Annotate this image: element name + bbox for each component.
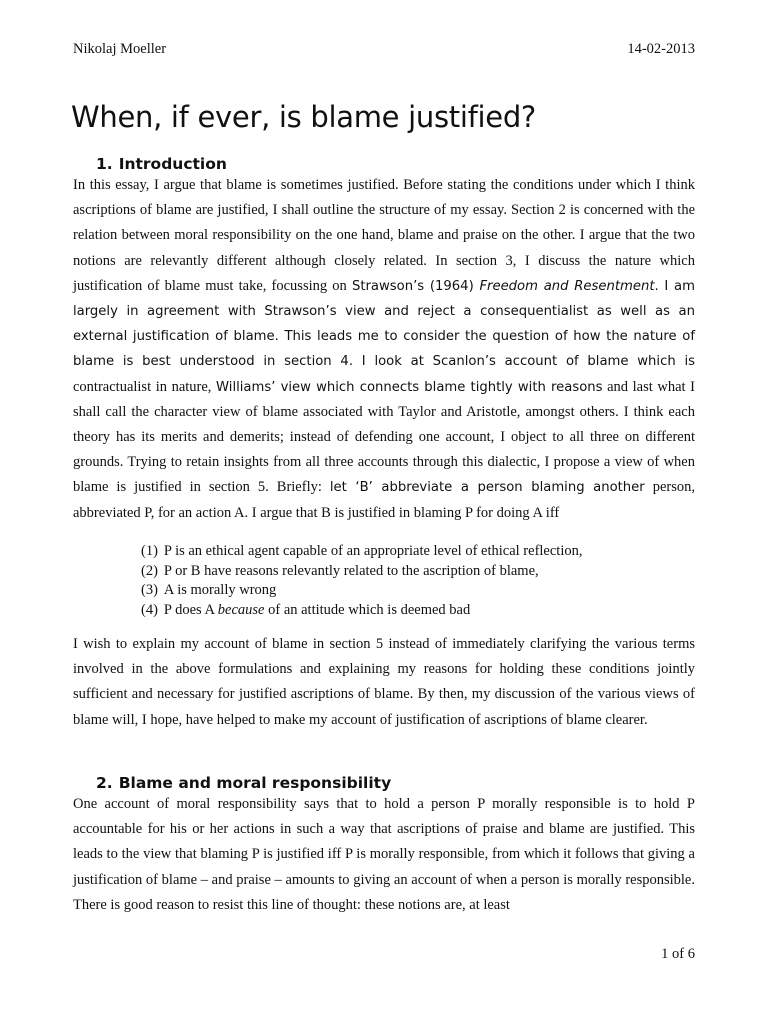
condition-item	[141, 542, 582, 562]
section-1-title: Introduction	[118, 155, 227, 173]
section-2-paragraph-1: One account of moral responsibility says that to hold a person P morally responsible is to hold P accountable for his or her actions in such a way that ascriptions of praise and blame are justified. This leads to the view that blaming P is justified iff P is morally responsible, from which it follows that giving a justification of blame – and praise – amounts to giving an account of when a person is morally responsible. There is good reason to resist this line of thought: these notions are, at least	[73, 796, 695, 913]
author-name: Nikolaj Moeller	[73, 41, 167, 57]
section-2-title: Blame and moral responsibility	[118, 774, 392, 792]
condition-text: P or B have reasons relevantly related to the ascription of blame,	[163, 562, 539, 579]
work-title-italic: Freedom and Resentment	[479, 278, 655, 294]
condition-text: of an attitude which is deemed bad	[264, 602, 471, 619]
conditions-list	[141, 542, 582, 621]
para-text: contractualist in nature,	[73, 378, 217, 395]
para-text-sans: Strawson’s (1964)	[351, 278, 480, 294]
condition-emphasis: because	[217, 602, 265, 619]
para-text-sans: let ‘B’ abbreviate a person blaming another	[329, 480, 645, 496]
condition-number: (2)	[141, 562, 158, 579]
condition-text: P does A	[163, 602, 218, 619]
para-text: In this essay, I argue that blame is sometimes justified. Before stating the conditions under which I think ascriptions of blame are justified, I shall outline the structure of my essay. Section 2 is concerned with the relation between moral responsibility on the one hand, blame and praise on the other. I argue that the two notions are relevantly different although closely related. In section 3, I discuss the nature which justification of blame must take, focussing on	[73, 177, 695, 294]
page-number: 1 of 6	[661, 946, 695, 962]
para-text: and last what I shall call the character view of blame associated with Taylor and Aristotle, amongst others. I think each theory has its merits and demerits; instead of defending one account, I object to all three on different grounds. Trying to retain insights from all three accounts through this dialectic, I propose a view of when blame is justified in section 5. Briefly:	[73, 378, 695, 496]
page-header	[73, 41, 695, 61]
para-text-sans: . I am largely in agreement with Strawson’s view and reject a consequentialist as well as an external justification of blame. This leads me to consider the question of how the nature of blame is best understood in section 4. I look at Scanlon’s account of blame which is	[73, 278, 695, 370]
section-2-heading	[96, 774, 391, 792]
document-date: 14-02-2013	[627, 41, 695, 57]
condition-number: (3)	[141, 582, 158, 599]
section-2-number: 2.	[96, 774, 113, 792]
para-text-sans: Williams’ view which connects blame tightly with reasons	[216, 379, 603, 395]
para-text: person, abbreviated P, for an action A. I argue that B is justified in blaming P for doing A iff	[73, 479, 695, 521]
section-1-number: 1.	[96, 155, 113, 173]
document-title: When, if ever, is blame justified?	[71, 100, 537, 134]
condition-number: (4)	[141, 602, 158, 619]
condition-item	[141, 562, 582, 582]
condition-text: P is an ethical agent capable of an appropriate level of ethical reflection,	[163, 543, 583, 559]
condition-number: (1)	[141, 543, 158, 559]
section-1-paragraph-1	[73, 173, 695, 526]
condition-item	[141, 601, 582, 621]
condition-item	[141, 581, 582, 601]
condition-text: A is morally wrong	[163, 582, 277, 599]
section-1-heading	[96, 155, 227, 173]
section-1-paragraph-2: I wish to explain my account of blame in section 5 instead of immediately clarifying the various terms involved in the above formulations and explaining my reasons for holding these conditions jointly sufficient and necessary for justified ascriptions of blame. By then, my discussion of the various views of blame will, I hope, have helped to make my account of justification of ascriptions of blame clearer.	[73, 636, 695, 728]
